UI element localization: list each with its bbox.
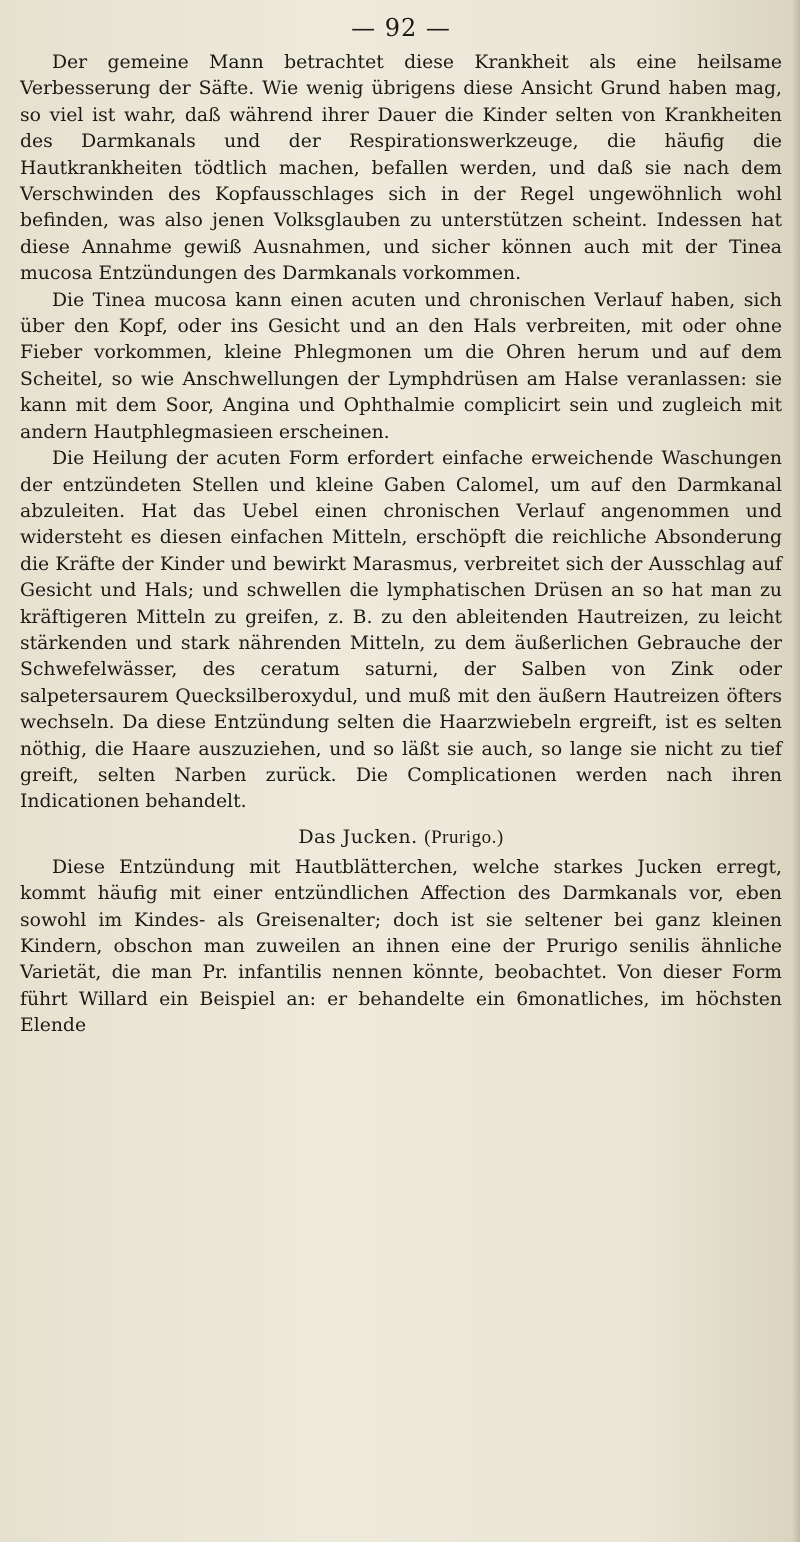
paragraph-4: Diese Entzündung mit Hautblätterchen, welche starkes Jucken erregt, kommt häufig mit einer entzündlichen Affection des Darmkanals vor, eben sowohl im Kindes- als Greisenalter; doch ist sie seltener bei ganz kleinen Kindern, obschon man zuweilen an ihnen eine der Prurigo senilis ähnliche Varietät, die man Pr. infantilis nennen könnte, beobachtet. Von dieser Form führt Willard ein Beispiel an: er behandelte ein 6monatliches, im höchsten Elende — [20, 856, 782, 1037]
section-heading — [20, 822, 782, 853]
section-title: Das Jucken. — [298, 825, 418, 848]
section-latin-title: (Prurigo.) — [424, 826, 504, 848]
paragraph-3: Die Heilung der acuten Form erfordert einfache erweichende Waschungen der entzündeten Stellen und kleine Gaben Calomel, um auf den Darmkanal abzuleiten. Hat das Uebel einen chronischen Verlauf angenommen und widersteht es diesen einfachen Mitteln, erschöpft die reichliche Absonderung die Kräfte der Kinder und bewirkt Marasmus, verbreitet sich der Ausschlag auf Gesicht und Hals; und schwellen die lymphatischen Drüsen an so hat man zu kräftigeren Mitteln zu greifen, z. B. zu den ableitenden Hautreizen, zu leicht stärkenden und stark nährenden Mitteln, zu dem äußerlichen Gebrauche der Schwefelwässer, des ceratum saturni, der Salben von Zink oder salpetersaurem Quecksilberoxydul, und muß mit den äußern Hautreizen öfters wechseln. Da diese Entzündung selten die Haarzwiebeln ergreift, ist es selten nöthig, die Haare auszuziehen, und so läßt sie auch, so lange sie nicht zu tief greift, selten Narben zurück. Die Complicationen werden nach ihren Indicationen behandelt. — [20, 448, 782, 813]
paragraph-2: Die Tinea mucosa kann einen acuten und chronischen Verlauf haben, sich über den Kopf, oder ins Gesicht und an den Hals verbreiten, mit oder ohne Fieber vorkommen, kleine Phlegmonen um die Ohren herum und auf dem Scheitel, so wie Anschwellungen der Lymphdrüsen am Halse veranlassen: sie kann mit dem Soor, Angina und Ophthalmie complicirt sein und zugleich mit andern Hautphlegmasieen erscheinen. — [20, 289, 782, 443]
page-edge-shadow — [792, 0, 800, 1542]
page-number: — 92 — — [351, 14, 451, 42]
body-text — [20, 50, 782, 1040]
paragraph-1: Der gemeine Mann betrachtet diese Krankheit als eine heilsame Verbesserung der Säfte. Wie wenig übrigens diese Ansicht Grund haben mag, so viel ist wahr, daß während ihrer Dauer die Kinder selten von Krankheiten des Darmkanals und der Respirationswerkzeuge, die häufig die Hautkrankheiten tödtlich machen, befallen werden, und daß sie nach dem Verschwinden des Kopfausschlages sich in der Regel ungewöhnlich wohl befinden, was also jenen Volksglauben zu unterstützen scheint. Indessen hat diese Annahme gewiß Ausnahmen, und sicher können auch mit der Tinea mucosa Entzündungen des Darmkanals vorkommen. — [20, 52, 782, 285]
